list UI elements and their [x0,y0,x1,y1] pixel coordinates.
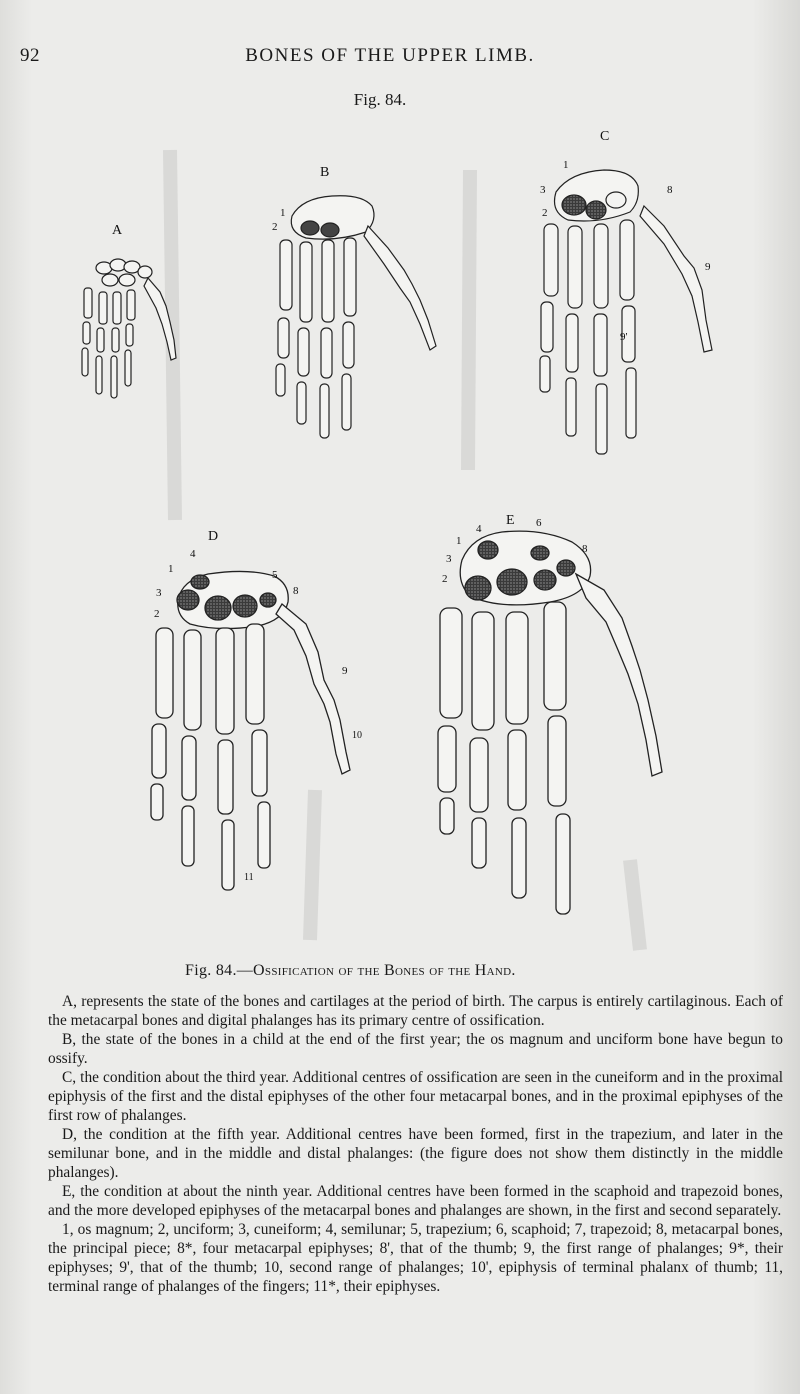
paragraph-d: D, the condition at the fifth year. Additional centres have been formed, first in the trapezium, and later in the semilunar bone, and in the middle and distal phalanges: (the figure does not show them distinctly in the middle phalanges). [48,1126,783,1181]
paragraph-a: A, represents the state of the bones and cartilages at the period of birth. The carpus is entirely cartilaginous. Each of the metacarpal bones and digital phalanges has its primary centre of ossification. [48,993,783,1029]
figure-number: Fig. 84. [353,90,407,109]
paragraph-e: E, the condition at about the ninth year. Additional centres have been formed in the scaphoid and trapezoid bones, and the more developed epiphyses of the metacarpal bones and phalanges are shown, in the first and second separately. [48,1183,783,1219]
callout-d1: 1 [168,563,174,575]
hand-d [151,529,362,890]
figure-caption [185,962,635,980]
callout-d8: 8 [293,585,299,597]
callout-d3: 3 [156,587,162,599]
paragraph-c: C, the condition about the third year. Additional centres of ossification are seen in the cuneiform and in the proximal epiphysis of the first and the distal epiphyses of the other four metacarpal bones, and in the proximal epiphyses of the first row of phalanges. [48,1069,783,1124]
figure-description [48,992,783,1296]
label-c: C [600,129,610,144]
paragraph-legend: 1, os magnum; 2, unciform; 3, cuneiform; 4, semilunar; 5, trapezium; 6, scaphoid; 7, trapezoid; 8, metacarpal bones, the principal piece; 8*, four metacarpal epiphyses; 8', that of the thumb; 9, the first range of phalanges; 9*, their epiphyses; 9', that of the thumb; 10, second range of phalanges; 10', epiphysis of terminal phalanx of thumb; 11, terminal range of phalanges of the fingers; 11*, their epiphyses. [48,1221,783,1295]
callout-e2: 2 [442,573,448,585]
label-d: D [208,529,219,544]
hand-b [272,165,436,438]
label-b: B [320,165,330,180]
callout-e4: 4 [476,523,482,535]
callout-d4: 4 [190,548,196,560]
hand-e [438,513,662,914]
callout-b1: 1 [280,207,286,219]
callout-e1: 1 [456,535,462,547]
label-e: E [506,513,515,528]
caption-prefix: Fig. 84.— [185,962,254,979]
callout-d9: 9 [342,665,348,677]
caption-title: Ossification of the Bones of the Hand. [253,962,516,979]
label-a: A [112,223,123,238]
callout-d5: 5 [272,569,278,581]
page-number: 92 [20,45,40,66]
hand-c-carpus [555,170,639,221]
hand-a-carpus [96,259,152,286]
callout-c1: 1 [563,159,569,171]
callout-d11: 11 [244,872,254,883]
hand-d-fingers [151,604,350,890]
callout-c9b: 9' [620,331,628,343]
hand-a-fingers [82,278,176,398]
callout-e8: 8 [582,543,588,555]
callout-d10: 10 [352,730,362,741]
callout-c8: 8 [667,184,673,196]
running-head: BONES OF THE UPPER LIMB. [245,45,535,66]
hand-c [540,129,712,454]
callout-c9a: 9 [705,261,711,273]
hand-c-fingers [540,206,712,454]
hand-ossification-figure [0,115,800,955]
hand-b-fingers [276,226,436,438]
callout-b2: 2 [272,221,278,233]
hand-b-carpus [291,196,374,239]
paragraph-b: B, the state of the bones in a child at the end of the first year; the os magnum and unciform bone have begun to ossify. [48,1031,783,1067]
hand-e-carpus [460,531,590,605]
callout-e3: 3 [446,553,452,565]
callout-c2: 2 [542,207,548,219]
hand-a [82,259,176,398]
callout-c3: 3 [540,184,546,196]
callout-d2: 2 [154,608,160,620]
callout-e6: 6 [536,517,542,529]
